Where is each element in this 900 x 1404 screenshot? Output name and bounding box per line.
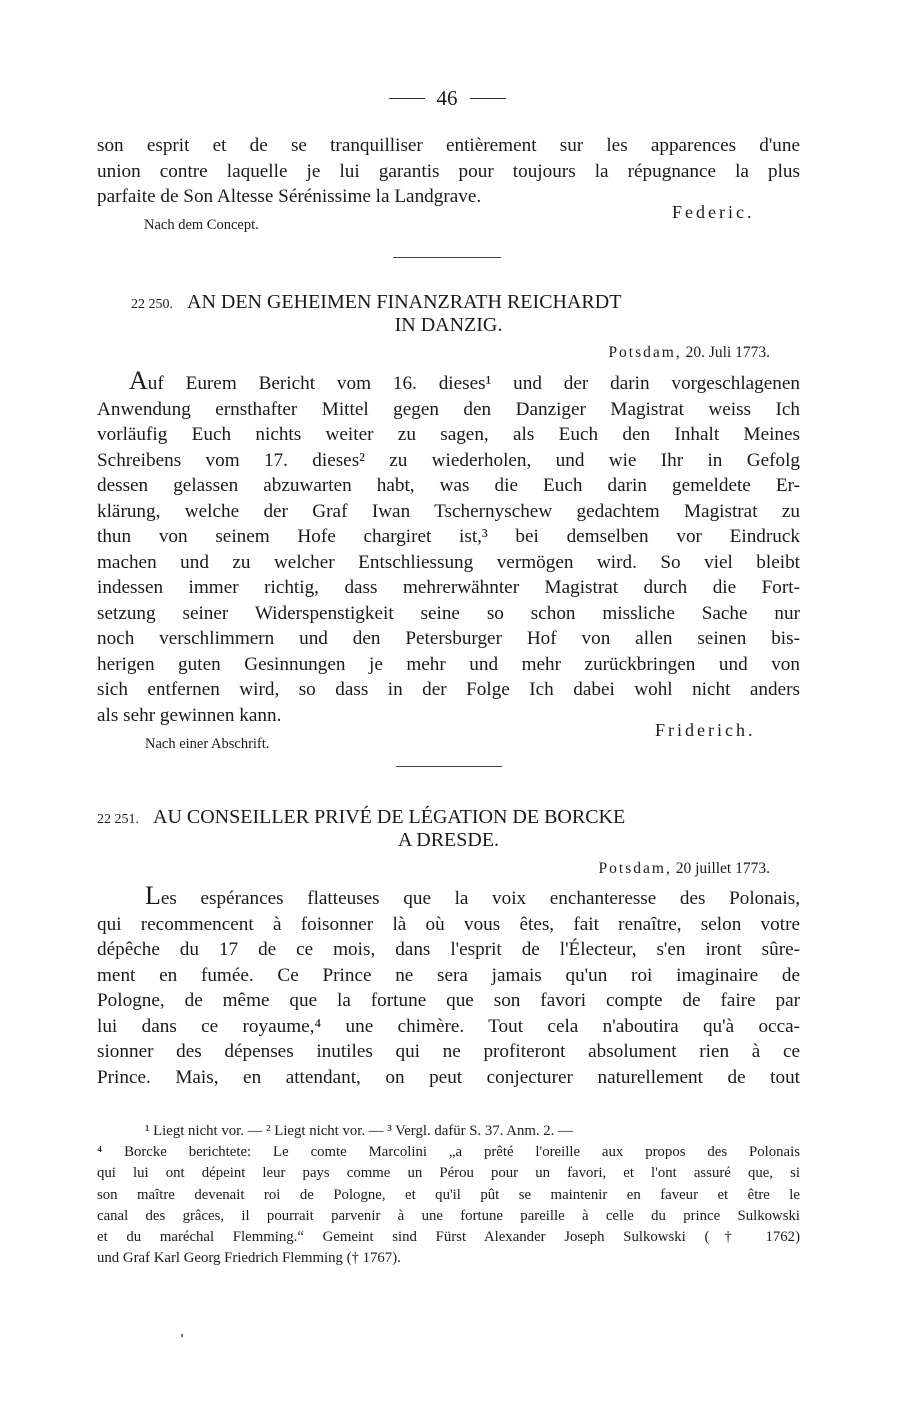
intro-line: parfaite de Son Altesse Sérénissime la Landgrave. [97, 186, 482, 207]
header-dash-right [470, 98, 506, 99]
letter-number: 22 250. [131, 297, 173, 312]
body-line: ment en fumée. Ce Prince ne sera jamais qu'un roi imaginaire de [97, 964, 800, 986]
body-line: Anwendung ernsthafter Mittel gegen den Danziger Magistrat weiss Ich [97, 398, 800, 420]
body-line [97, 881, 800, 912]
date-place: Potsdam, [598, 860, 672, 877]
letter-heading [97, 806, 800, 852]
letter-body [97, 366, 800, 728]
intro-paragraph [97, 133, 800, 210]
intro-signature: Federic. [672, 202, 755, 222]
body-line: Prince. Mais, en attendant, on peut conjecturer naturellement de tout [97, 1066, 800, 1088]
header-dash-left [389, 98, 425, 99]
letter-date [608, 344, 770, 362]
body-line: setzung seiner Widerspenstigkeit seine so schon missliche Sache nur [97, 602, 800, 624]
footnote-line: canal des grâces, il pourrait parvenir à une fortune pareille à celle du prince Sulkowski [97, 1207, 800, 1224]
body-line: klärung, welche der Graf Iwan Tschernyschew gedachtem Magistrat zu [97, 500, 800, 522]
date-text: 20. Juli 1773. [685, 344, 770, 361]
letter-title-line2: IN DANZIG. [394, 314, 503, 336]
body-line-text: uf Eurem Bericht vom 16. dieses¹ und der darin vorgeschlagenen [147, 373, 800, 394]
letter-title: AU CONSEILLER PRIVÉ DE LÉGATION DE BORCKE [153, 806, 626, 828]
footnote-line: qui lui ont dépeint leur pays comme un Pérou pour un favori, et l'ont assuré que, si [97, 1165, 800, 1182]
letter-signature: Friderich. [655, 720, 756, 740]
page-number: 46 [436, 86, 458, 110]
letter-number: 22 251. [97, 812, 139, 827]
body-line: Schreibens vom 17. dieses² zu wiederholen, und wie Ihr in Gefolg [97, 449, 800, 471]
letter-body [97, 881, 800, 1090]
body-line-text: es espérances flatteuses que la voix enchanteresse des Polonais, [160, 888, 800, 909]
footnote-line: et du maréchal Flemming.“ Gemeint sind Fürst Alexander Joseph Sulkowski († 1762) [97, 1229, 800, 1246]
letter-title: AN DEN GEHEIMEN FINANZRATH REICHARDT [187, 291, 622, 313]
body-line: dessen gelassen abzuwarten habt, was die Euch darin gemeldete Er- [97, 475, 800, 496]
section-divider [396, 766, 502, 767]
body-line: noch verschlimmern und den Petersburger Hof von allen seinen bis- [97, 628, 800, 649]
body-line: als sehr gewinnen kann. [97, 704, 282, 726]
body-line [97, 366, 800, 397]
body-line: sionner des dépenses inutiles qui ne profiteront absolument rien à ce [97, 1041, 800, 1062]
letter-title-line2: A DRESDE. [397, 829, 500, 851]
initial-letter: L [145, 881, 161, 910]
body-line: thun von seinem Hofe chargiret ist,³ bei demselben vor Eindruck [97, 526, 800, 547]
intro-source-note: Nach dem Concept. [144, 217, 259, 233]
footnote-line: und Graf Karl Georg Friedrich Flemming († 1767). [97, 1250, 401, 1267]
body-line: dépêche du 17 de ce mois, dans l'esprit de l'Électeur, s'en iront sûre- [97, 939, 800, 960]
letter-source-note: Nach einer Abschrift. [145, 736, 270, 752]
footnote-line: son maître devenait roi de Pologne, et qu'il pût se maintenir en faveur et être le [97, 1186, 800, 1203]
print-speck [181, 1334, 183, 1337]
date-text: 20 juillet 1773. [675, 860, 770, 877]
body-line: lui dans ce royaume,⁴ une chimère. Tout cela n'aboutira qu'à occa- [97, 1015, 800, 1037]
body-line: qui recommencent à foisonner là où vous êtes, fait renaître, selon votre [97, 913, 800, 935]
date-place: Potsdam, [608, 344, 682, 361]
initial-letter: A [129, 366, 148, 395]
body-line: vorläufig Euch nichts weiter zu sagen, als Euch den Inhalt Meines [97, 424, 800, 445]
body-line: indessen immer richtig, dass mehrerwähnter Magistrat durch die Fort- [97, 577, 800, 598]
body-line: machen und zu welcher Entschliessung vermögen wird. So viel bleibt [97, 551, 800, 573]
section-divider [393, 257, 501, 258]
letter-date [599, 860, 770, 878]
body-line: Pologne, de même que la fortune que son favori compte de faire par [97, 990, 800, 1011]
page-header [367, 86, 527, 111]
footnote-line: ⁴ Borcke berichtete: Le comte Marcolini „a prêté l'oreille aux propos des Polonais [97, 1144, 800, 1161]
intro-line: union contre laquelle je lui garantis pour toujours la répugnance la plus [97, 160, 800, 182]
footnote-line: ¹ Liegt nicht vor. — ² Liegt nicht vor. — ³ Vergl. dafür S. 37. Anm. 2. — [145, 1123, 573, 1139]
intro-line: son esprit et de se tranquilliser entièrement sur les apparences d'une [97, 135, 800, 156]
letter-heading [97, 291, 800, 337]
body-line: herigen guten Gesinnungen je mehr und mehr zurückbringen und von [97, 653, 800, 675]
body-line: sich entfernen wird, so dass in der Folge Ich dabei wohl nicht anders [97, 679, 800, 700]
footnotes [97, 1121, 800, 1269]
